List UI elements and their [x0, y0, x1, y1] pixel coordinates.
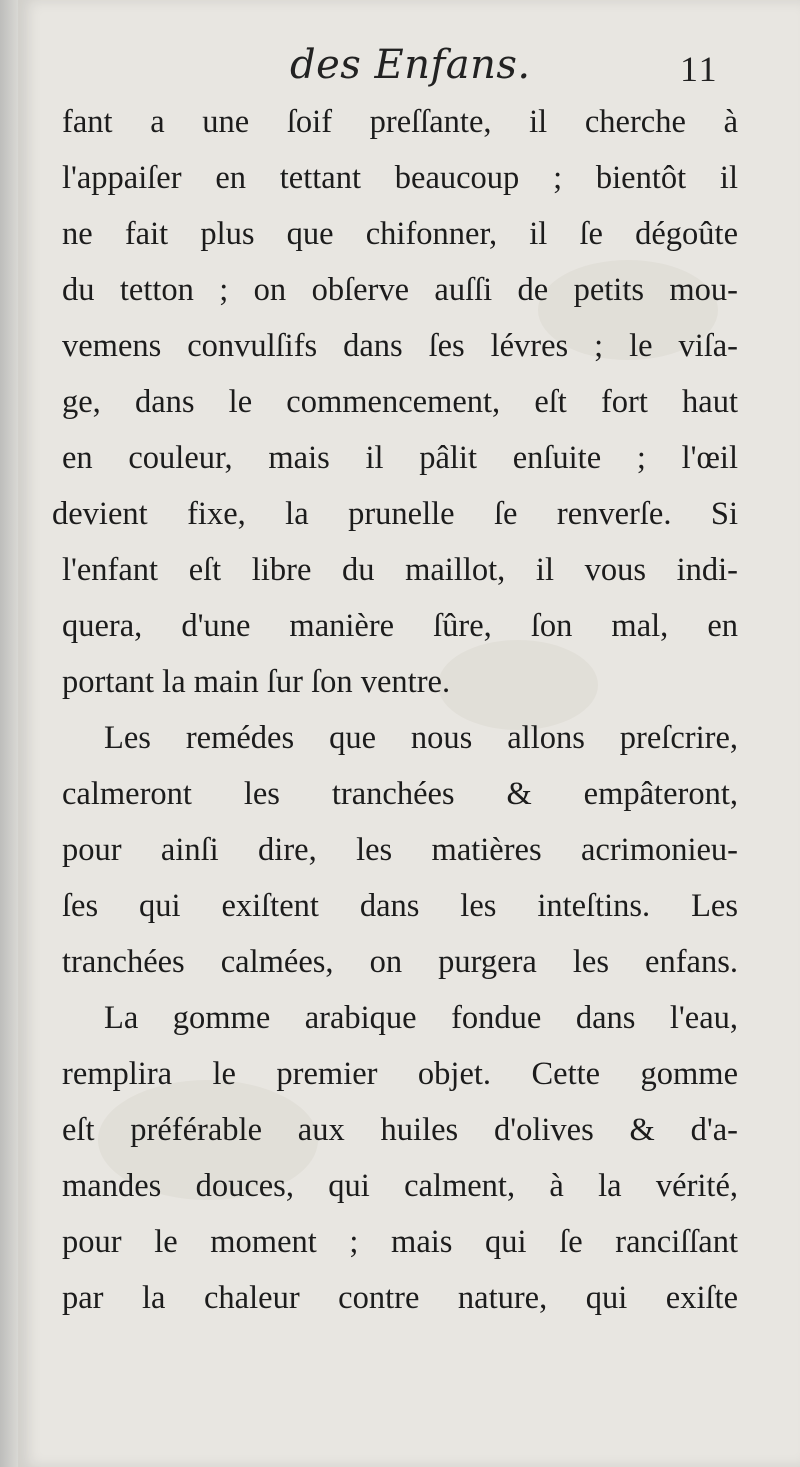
text-line: mandes douces, qui calment, à la vérité, — [62, 1168, 738, 1204]
page-header — [18, 36, 800, 96]
text-line: vemens convulſifs dans ſes lévres ; le viſa- — [62, 328, 738, 364]
text-line: quera, d'une manière ſûre, ſon mal, en — [62, 608, 738, 644]
text-line: calmeront les tranchées & empâteront, — [62, 776, 738, 812]
text-line: du tetton ; on obſerve auſſi de petits mou- — [62, 272, 738, 308]
book-page — [18, 0, 800, 1467]
running-title: des Enfans. — [290, 42, 531, 88]
text-line: portant la main ſur ſon ventre. — [62, 664, 451, 700]
text-line: pour ainſi dire, les matières acrimonieu- — [62, 832, 738, 868]
text-line: devient fixe, la prunelle ſe renverſe. Si — [52, 496, 738, 532]
text-line: l'appaiſer en tettant beaucoup ; bientôt il — [62, 160, 738, 196]
text-line: remplira le premier objet. Cette gomme — [62, 1056, 738, 1092]
book-gutter-edge — [0, 0, 18, 1467]
text-line: par la chaleur contre nature, qui exiſte — [62, 1280, 738, 1316]
paragraph-first-line: La gomme arabique fondue dans l'eau, — [104, 1000, 738, 1036]
text-line: fant a une ſoif preſſante, il cherche à — [62, 104, 738, 140]
page-number: 11 — [680, 49, 719, 89]
text-line: tranchées calmées, on purgera les enfans. — [62, 944, 738, 980]
text-line: en couleur, mais il pâlit enſuite ; l'œil — [62, 440, 738, 476]
text-line: pour le moment ; mais qui ſe ranciſſant — [62, 1224, 738, 1260]
text-line: ne fait plus que chifonner, il ſe dégoûte — [62, 216, 738, 252]
text-line: ſes qui exiſtent dans les inteſtins. Les — [62, 888, 738, 924]
text-line: l'enfant eſt libre du maillot, il vous indi- — [62, 552, 738, 588]
text-line: eſt préférable aux huiles d'olives & d'a- — [62, 1112, 738, 1148]
paragraph-first-line: Les remédes que nous allons preſcrire, — [104, 720, 738, 756]
text-line: ge, dans le commencement, eſt fort haut — [62, 384, 738, 420]
